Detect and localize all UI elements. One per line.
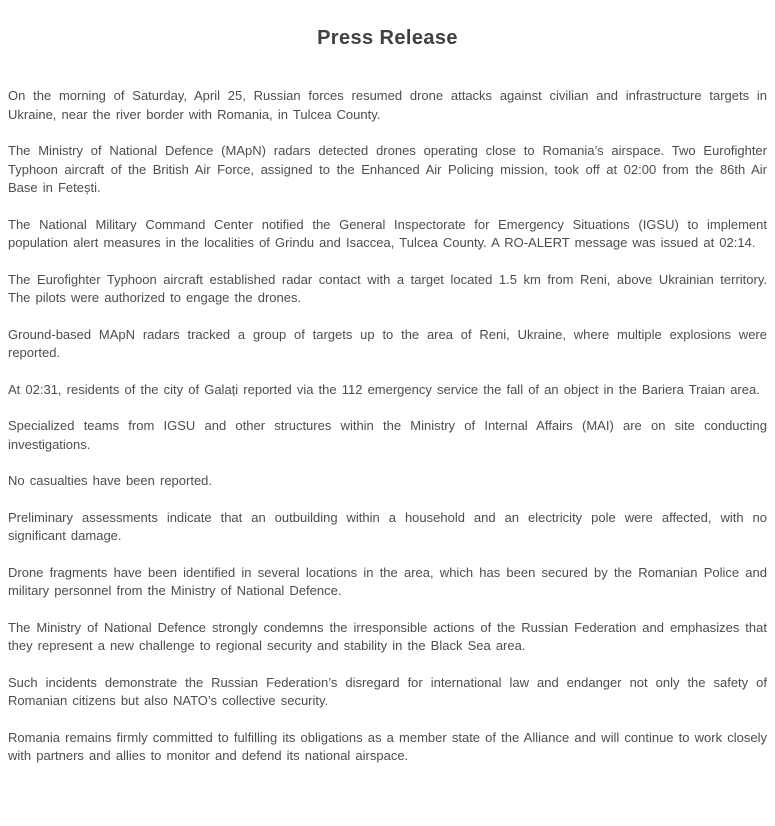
paragraph: The National Military Command Center notified the General Inspectorate for Emergency Situations (IGSU) to implement population alert measures in the localities of Grindu and Isaccea, Tulcea County. A RO-ALERT message was issued at 02:14. xyxy=(8,216,767,250)
paragraph: On the morning of Saturday, April 25, Russian forces resumed drone attacks against civilian and infrastructure targets in Ukraine, near the river border with Romania, in Tulcea County. xyxy=(8,88,767,122)
paragraph: The Ministry of National Defence strongly condemns the irresponsible actions of the Russian Federation and emphasizes that they represent a new challenge to regional security and stability in the Black Sea area. xyxy=(8,619,767,653)
page-title: Press Release xyxy=(317,27,458,49)
paragraph: At 02:31, residents of the city of Galați reported via the 112 emergency service the fall of an object in the Bariera Traian area. xyxy=(8,381,760,397)
paragraph: Ground-based MApN radars tracked a group of targets up to the area of Reni, Ukraine, where multiple explosions were reported. xyxy=(8,326,767,360)
paragraph: The Eurofighter Typhoon aircraft established radar contact with a target located 1.5 km from Reni, above Ukrainian territory. The pilots were authorized to engage the drones. xyxy=(8,271,767,305)
paragraph: Romania remains firmly committed to fulfilling its obligations as a member state of the Alliance and will continue to work closely with partners and allies to monitor and defend its national airspace. xyxy=(8,729,767,763)
document-body xyxy=(8,87,767,766)
paragraph: The Ministry of National Defence (MApN) radars detected drones operating close to Romania’s airspace. Two Eurofighter Typhoon aircraft of the British Air Force, assigned to the Enhanced Air Policing mission, took off at 02:00 from the 86th Air Base in Fetești. xyxy=(8,143,767,195)
paragraph: Drone fragments have been identified in several locations in the area, which has been secured by the Romanian Police and military personnel from the Ministry of National Defence. xyxy=(8,564,767,598)
paragraph: Such incidents demonstrate the Russian Federation’s disregard for international law and endanger not only the safety of Romanian citizens but also NATO’s collective security. xyxy=(8,674,767,708)
press-release-document xyxy=(0,26,775,766)
paragraph: No casualties have been reported. xyxy=(8,473,213,488)
paragraph: Preliminary assessments indicate that an outbuilding within a household and an electricity pole were affected, with no significant damage. xyxy=(8,509,767,543)
paragraph: Specialized teams from IGSU and other structures within the Ministry of Internal Affairs (MAI) are on site conducting investigations. xyxy=(8,418,767,452)
